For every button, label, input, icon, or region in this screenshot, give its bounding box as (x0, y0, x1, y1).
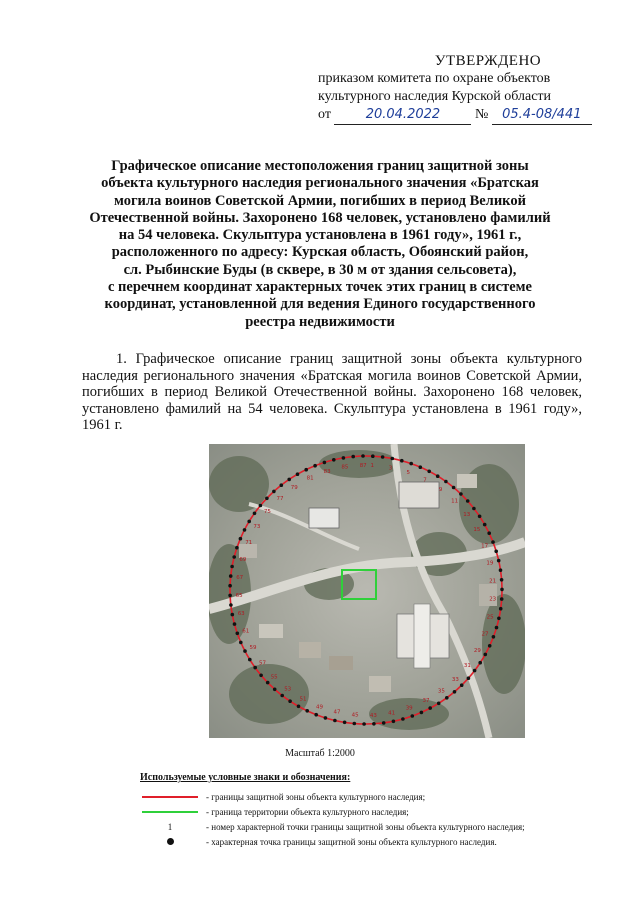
boundary-point (287, 478, 291, 482)
map-scale: Масштаб 1:2000 (285, 748, 355, 759)
boundary-point (494, 550, 498, 554)
boundary-point-label: 19 (486, 560, 494, 567)
legend-text: - границы защитной зоны объекта культурного наследия; (206, 791, 426, 802)
boundary-point (361, 454, 365, 458)
boundary-point-label: 65 (235, 593, 243, 599)
church-nave (414, 604, 430, 668)
boundary-point-label: 43 (369, 712, 377, 719)
boundary-point (239, 537, 243, 541)
boundary-point (228, 584, 232, 588)
boundary-point (304, 468, 308, 472)
date-prefix: от (318, 107, 331, 122)
boundary-point-label: 51 (299, 696, 307, 703)
approval-signature-line (318, 106, 618, 125)
boundary-point (409, 462, 413, 466)
boundary-point-label: 81 (306, 475, 314, 482)
boundary-point-label: 59 (249, 645, 257, 651)
boundary-point-label: 31 (463, 663, 471, 670)
boundary-point (253, 666, 257, 670)
boundary-point (333, 719, 337, 723)
boundary-point (351, 455, 355, 459)
boundary-point-label: 47 (333, 709, 341, 716)
title-line: сл. Рыбинские Буды (в сквере, в 30 м от здания сельсовета), (123, 261, 517, 278)
approval-line-1: приказом комитета по охране объектов (318, 71, 551, 86)
title-line: координат, установленной для ведения Единого государственного (104, 296, 536, 313)
boundary-point (484, 653, 488, 657)
map-svg (209, 444, 525, 738)
title-line: объекта культурного наследия регионального значения «Братская (101, 175, 539, 192)
boundary-point (343, 721, 347, 725)
boundary-point (478, 515, 482, 519)
title-line: с перечнем координат характерных точек этих границ в системе (108, 279, 532, 296)
legend-item-zone (140, 789, 570, 804)
boundary-point-label: 55 (270, 674, 278, 681)
boundary-point (288, 699, 292, 703)
building (259, 624, 283, 638)
legend-item-territory (140, 804, 570, 819)
boundary-point-label: 67 (236, 575, 244, 581)
boundary-point-label: 7 (423, 477, 427, 484)
boundary-point (491, 540, 495, 544)
boundary-point-label: 9 (438, 486, 443, 493)
approval-line-2: культурного наследия Курской области (318, 89, 552, 104)
boundary-point (495, 626, 499, 630)
boundary-point (466, 499, 470, 503)
boundary-point (228, 594, 232, 598)
legend (140, 772, 570, 849)
boundary-point (253, 512, 257, 516)
boundary-point-label: 1 (370, 463, 375, 470)
boundary-point-label: 37 (422, 698, 430, 705)
boundary-point (332, 458, 336, 462)
boundary-point-label: 49 (316, 704, 323, 711)
boundary-point (459, 492, 463, 496)
title-line: на 54 человека. Скульптура установлена в 1961 году», 1961 г., (118, 227, 522, 244)
building (309, 508, 339, 528)
boundary-point-label: 61 (242, 628, 250, 635)
boundary-point (428, 706, 432, 710)
boundary-point (420, 711, 424, 715)
boundary-point-label: 77 (276, 496, 284, 503)
boundary-point (232, 555, 236, 559)
boundary-point (488, 644, 492, 648)
boundary-point (280, 483, 284, 487)
boundary-point-label: 13 (463, 511, 471, 518)
boundary-point (314, 713, 318, 717)
approval-date: 20.04.2022 (334, 106, 471, 125)
boundary-point-label: 5 (406, 470, 410, 477)
boundary-point (382, 721, 386, 725)
boundary-point (445, 696, 449, 700)
boundary-point (236, 632, 240, 636)
title-line: реестра недвижимости (245, 313, 395, 330)
boundary-point (473, 669, 477, 673)
green-line-symbol (142, 811, 198, 813)
boundary-point-label: 85 (341, 464, 349, 471)
boundary-point (372, 722, 376, 726)
legend-text: - характерная точка границы защитной зоны объекта культурного наследия. (206, 836, 497, 847)
boundary-point (247, 520, 251, 524)
boundary-point-label: 57 (259, 660, 266, 667)
approval-heading: УТВЕРЖДЕНО (434, 53, 542, 69)
boundary-point (231, 613, 235, 617)
boundary-point-label: 45 (351, 712, 359, 719)
boundary-point (323, 461, 327, 465)
section-1-paragraph (82, 351, 582, 434)
boundary-point-label: 33 (451, 676, 459, 683)
legend-text: - номер характерной точки границы защитной зоны объекта культурного наследия; (206, 821, 525, 832)
boundary-point (235, 546, 239, 550)
boundary-point (478, 661, 482, 665)
boundary-point (362, 722, 366, 726)
boundary-point-label: 17 (481, 543, 489, 550)
title-line: Отечественной войны. Захоронено 168 человек, установлено фамилий (89, 209, 551, 226)
boundary-point-label: 25 (486, 614, 494, 621)
boundary-point (452, 486, 456, 490)
boundary-point (353, 722, 357, 726)
legend-item-point-dot (140, 834, 570, 849)
boundary-point (342, 456, 346, 460)
boundary-point-label: 27 (481, 631, 489, 638)
boundary-point (500, 588, 504, 592)
boundary-point-label: 11 (451, 498, 459, 505)
building (457, 474, 477, 488)
boundary-point (280, 694, 284, 698)
boundary-point (230, 565, 234, 569)
point-dot-symbol (167, 838, 174, 845)
boundary-point-label: 69 (239, 557, 247, 564)
boundary-point (239, 641, 243, 645)
boundary-point (444, 480, 448, 484)
boundary-point (296, 472, 300, 476)
boundary-point (259, 504, 263, 508)
boundary-point (401, 717, 405, 721)
boundary-point (487, 531, 491, 535)
boundary-point (259, 674, 263, 678)
boundary-point-label: 87 (359, 463, 367, 469)
legend-heading: Используемые условные знаки и обозначения: (140, 772, 351, 783)
boundary-point-label: 21 (489, 578, 497, 585)
boundary-point (467, 676, 471, 680)
boundary-point (297, 705, 301, 709)
boundary-point-label: 83 (323, 469, 331, 475)
number-prefix: № (474, 107, 489, 122)
legend-text: - граница территории объекта культурного наследия; (206, 806, 409, 817)
boundary-point (453, 690, 457, 694)
boundary-point (324, 716, 328, 720)
boundary-point-label: 53 (284, 686, 292, 693)
boundary-point (436, 474, 440, 478)
boundary-point (500, 597, 504, 601)
boundary-point (500, 578, 504, 582)
boundary-point (313, 464, 317, 468)
boundary-point (391, 457, 395, 461)
title-line: могила воинов Советской Армии, погибших в период Великой (114, 192, 526, 209)
boundary-point (460, 683, 464, 687)
boundary-point-label: 23 (489, 596, 497, 603)
boundary-point (229, 603, 233, 607)
boundary-point-label: 63 (237, 611, 245, 617)
boundary-point-label: 73 (253, 524, 261, 530)
boundary-point (427, 470, 431, 474)
red-line-symbol (142, 796, 198, 798)
boundary-point (497, 559, 501, 563)
legend-item-point-number (140, 819, 570, 834)
boundary-point-label: 35 (437, 688, 445, 695)
document-title (80, 158, 560, 331)
point-number-symbol: 1 (167, 821, 173, 832)
boundary-point (483, 523, 487, 527)
aerial-map (209, 444, 525, 738)
boundary-point-label: 41 (388, 710, 396, 717)
boundary-point-label: 39 (405, 705, 413, 712)
boundary-point (381, 455, 385, 459)
paragraph-text: 1. Графическое описание границ защитной зоны объекта культурного наследия регионального значения «Братская могила воинов Советской Армии, погибших в период Великой Отечественной войны. Захоронено 168 человек, установлено фамилий на 54 человека. Скульптура установлена в 1961 году», 1961 г. (82, 351, 582, 433)
boundary-point-label: 71 (245, 540, 253, 547)
boundary-point (472, 507, 476, 511)
boundary-point (392, 720, 396, 724)
boundary-point (273, 688, 277, 692)
boundary-point-label: 29 (473, 648, 481, 655)
boundary-point (371, 454, 375, 458)
boundary-point (499, 607, 503, 611)
boundary-point-label: 15 (473, 527, 481, 533)
building (299, 642, 321, 658)
boundary-point (272, 490, 276, 494)
building (329, 656, 353, 670)
approval-stamp (318, 52, 618, 125)
boundary-point (437, 702, 441, 706)
boundary-point (499, 568, 503, 572)
boundary-point (497, 617, 501, 621)
boundary-point (229, 574, 233, 578)
boundary-point (266, 681, 270, 685)
boundary-point (400, 459, 404, 463)
boundary-point (492, 635, 496, 639)
building (479, 584, 497, 606)
boundary-point (248, 658, 252, 662)
boundary-point (243, 528, 247, 532)
boundary-point (233, 622, 237, 626)
boundary-point-label: 79 (290, 484, 298, 491)
title-line: расположенного по адресу: Курская область, Обоянский район, (111, 244, 529, 261)
approval-number: 05.4-08/441 (492, 106, 592, 125)
boundary-point-label: 75 (263, 509, 271, 516)
boundary-point (411, 714, 415, 718)
building (369, 676, 391, 692)
boundary-point-label: 3 (388, 465, 393, 472)
boundary-point (419, 465, 423, 469)
title-line: Графическое описание местоположения границ защитной зоны (111, 158, 529, 174)
boundary-point (243, 649, 247, 653)
building (399, 482, 439, 508)
boundary-point (265, 497, 269, 501)
boundary-point (305, 709, 309, 713)
